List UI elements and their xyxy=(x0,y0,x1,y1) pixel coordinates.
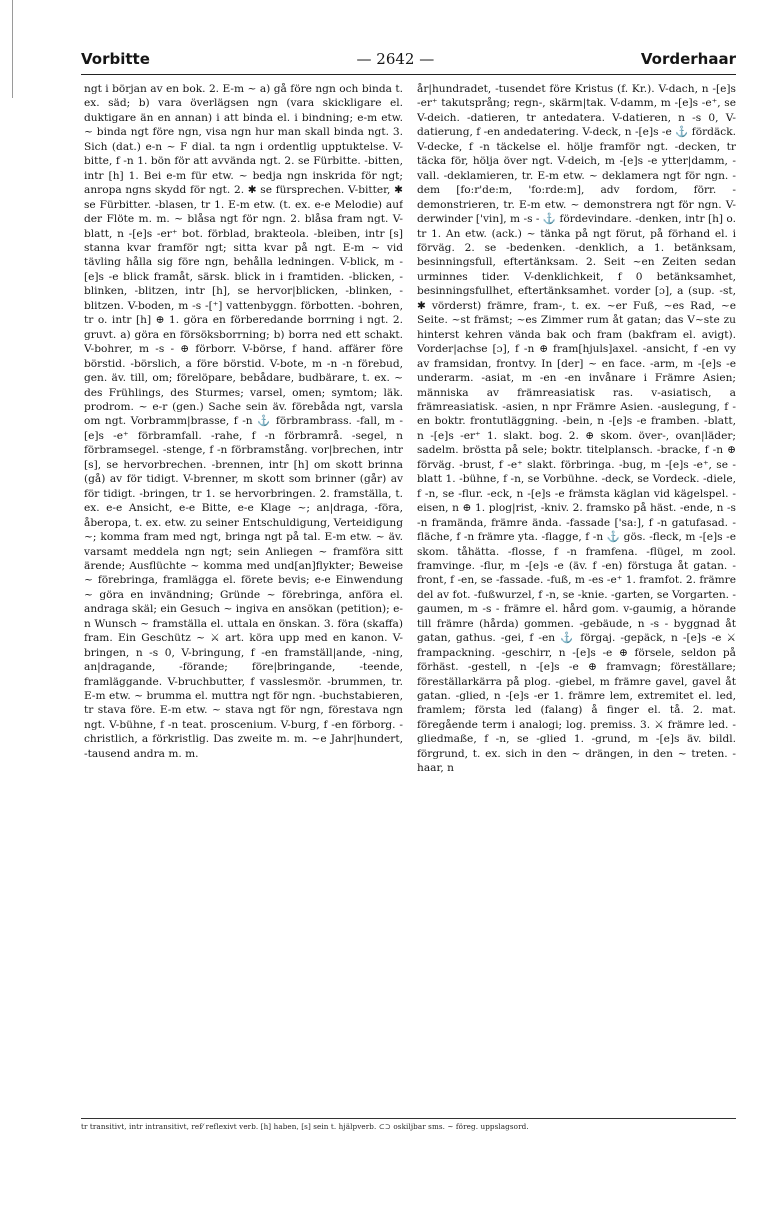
footer-rule xyxy=(81,1118,736,1119)
abbreviation-footnote: tr transitivt, intr intransitivt, ref⁄ reflexivt verb. [h] haben, [s] sein t. hjälpverb. ⊂⊃ oskiljbar sms. ~ föreg. uppslagsord. xyxy=(81,1122,529,1131)
right-column xyxy=(417,82,736,1110)
page-header xyxy=(81,46,736,72)
page-number: — 2642 — xyxy=(356,50,435,68)
right-column-text: år|hundradet, -tusendet före Kristus (f. Kr.). V-dach, n -[e]s -er⁺ takutsprång; regn-, skärm|tak. V-damm, m -[e]s -e⁺, se V-deich. -datieren, tr antedatera. V-datieren, n -s 0, V-datierung, f -en andedatering. V-deck, n -[e]s -e ⚓ fördäck. V-decke, f -n täckelse el. hölje framför ngt. -decken, tr täcka för, hölja över ngt. V-deich, m -[e]s -e ytter|damm, -vall. -deklamieren, tr. E-m etw. ~ deklamera ngt för ngn. -dem [fo:r'de:m, 'fo:rde:m], adv fordom, förr. -demonstrieren, tr. E-m etw. ~ demonstrera ngt för ngn. V-derwinder ['vin], m -s - ⚓ fördevindare. -denken, intr [h] o. tr 1. An etw. (ack.) ~ tänka på ngt förut, på förhand el. i förväg. 2. se -bedenken. -denklich, a 1. betänksam, besinningsfull, eftertänksam. 2. Seit ~en Zeiten sedan urminnes tider. V-denklichkeit, f 0 betänksamhet, besinningsfullhet, eftertänksamhet. vorder [ɔ], a (sup. -st, ✱ vörderst) främre, fram-, t. ex. ~er Fuß, ~es Rad, ~e Seite. ~st främst; ~es Zimmer rum åt gatan; das V~ste zu hinterst kehren vända bak och fram (bakfram el. avigt). Vorder|achse [ɔ], f -n ⊕ fram[hjuls]axel. -ansicht, f -en vy av framsidan, frontvy. In [der] ~ en face. -arm, m -[e]s -e underarm. -asiat, m -en -en invånare i Främre Asien; människa av främreasiatisk ras. v-asiatisch, a främreasiatisk. -asien, n npr Främre Asien. -auslegung, f -en boktr. frontutläggning. -bein, n -[e]s -e framben. -blatt, n -[e]s -er⁺ 1. slakt. bog. 2. ⊕ skom. över-, ovan|läder; sadelm. bröstta på sele; boktr. titelplansch. -bracke, f -n ⊕ förväg. -brust, f -e⁺ slakt. förbringa. -bug, m -[e]s -e⁺, se -blatt 1. -bühne, f -n, se Vorbühne. -deck, se Vordeck. -diele, f -n, se -flur. -eck, n -[e]s -e främsta käglan vid kägelspel. -eisen, n ⊕ 1. plog|rist, -kniv. 2. framsko på häst. -ende, n -s -n framända, främre ända. -fassade ['sa:], f -n gatufasad. -fläche, f -n främre yta. -flagge, f -n ⚓ gös. -fleck, m -[e]s -e skom. tåhätta. -flosse, f -n framfena. -flügel, m zool. framvinge. -flur, m -[e]s -e (äv. f -en) förstuga åt gatan. -front, f -en, se -fassade. -fuß, m -es -e⁺ 1. framfot. 2. främre del av fot. -fußwurzel, f -n, se -knie. -garten, se Vorgarten. -gaumen, m -s - främre el. hård gom. v-gaumig, a hörande till främre (hårda) gommen. -gebäude, n -s - byggnad åt gatan, gathus. -gei, f -en ⚓ förgaj. -gepäck, n -[e]s -e ⚔ frampackning. -geschirr, n -[e]s -e ⊕ försele, seldon på förhäst. -gestell, n -[e]s -e ⊕ framvagn; föreställare; föreställarkärra på plog. -giebel, m främre gavel, gavel åt gatan. -glied, n -[e]s -er 1. främre lem, extremitet el. led, framlem; första led (falang) å finger el. tå. 2. mat. föregående term i analogi; log. premiss. 3. ⚔ främre led. -gliedmaße, f -n, se -glied 1. -grund, m -[e]s äv. bildl. förgrund, t. ex. sich in den ~ drängen, in den ~ treten. -haar, n xyxy=(417,83,736,775)
header-left-guideword: Vorbitte xyxy=(81,50,150,68)
scan-edge-line xyxy=(12,0,13,98)
left-column-text: ngt i början av en bok. 2. E-m ~ a) gå före ngn och binda t. ex. säd; b) vara överlägsen ngn (vara skickligare el. duktigare än en annan) i att binda el. i bindning; e-m etw. ~ binda ngt före ngn, visa ngn hur man skall binda ngt. 3. Sich (dat.) e-n ~ F dial. ta ngn i ordentlig upptuktelse. V-bitte, f -n 1. bön för att avvända ngt. 2. se Fürbitte. -bitten, intr [h] 1. Bei e-m für etw. ~ bedja ngn inskrida för ngt; anropa ngns skydd för ngt. 2. ✱ se fürsprechen. V-bitter, ✱ se Fürbitter. -blasen, tr 1. E-m etw. (t. ex. e-e Melodie) auf der Flöte m. m. ~ blåsa ngt för ngn. 2. blåsa fram ngt. V-blatt, n -[e]s -er⁺ bot. förblad, brakteola. -bleiben, intr [s] stanna kvar framför ngt; sitta kvar på ngt. E-m ~ vid tävling hålla sig före ngn, behålla ledningen. V-blick, m -[e]s -e blick framåt, särsk. blick in i framtiden. -blicken, -blinken, -blitzen, intr [h], se hervor|blicken, -blinken, -blitzen. V-boden, m -s -[⁺] vattenbyggn. förbotten. -bohren, tr o. intr [h] ⊕ 1. göra en förberedande borrning i ngt. 2. gruvt. a) göra en försöksborrning; b) borra ned ett schakt. V-bohrer, m -s - ⊕ förborr. V-börse, f hand. affärer före börstid. -börslich, a före börstid. V-bote, m -n -n förebud, gen. äv. till, om; förelöpare, bebådare, budbärare, t. ex. ~ des Frühlings, des Sturmes; varsel, omen; symtom; läk. prodrom. ~ e-r (gen.) Sache sein äv. förebåda ngt, varsla om ngt. Vorbramm|brasse, f -n ⚓ förbrambrass. -fall, m -[e]s -e⁺ förbramfall. -rahe, f -n förbramrå. -segel, n förbramsegel. -stenge, f -n förbramstång. vor|brechen, intr [s], se hervorbrechen. -brennen, intr [h] om skott brinna (gå) av för tidigt. V-brenner, m skott som brinner (går) av för tidigt. -bringen, tr 1. se hervorbringen. 2. framställa, t. ex. e-e Ansicht, e-e Bitte, e-e Klage ~; an|draga, -föra, åberopa, t. ex. etw. zu seiner Entschuldigung, Verteidigung ~; komma fram med ngt, bringa ngt på tal. E-m etw. ~ äv. varsamt meddela ngn ngt; sein Anliegen ~ framföra sitt ärende; Ausflüchte ~ komma med und[an]flykter; Beweise ~ förebringa, framlägga el. förete bevis; e-e Einwendung ~ göra en invändning; Gründe ~ förebringa, anföra el. andraga skäl; ein Gesuch ~ ingiva en ansökan (petition); e-n Wunsch ~ framställa el. uttala en önskan. 3. föra (skaffa) fram. Ein Geschütz ~ ⚔ art. köra upp med en kanon. V-bringen, n -s 0, V-bringung, f -en framställ|ande, -ning, an|dragande, -förande; före|bringande, -teende, framläggande. V-bruchbutter, f vasslesmör. -brummen, tr. E-m etw. ~ brumma el. muttra ngt för ngn. -buchstabieren, tr stava före. E-m etw. ~ stava ngt för ngn, förestava ngn ngt. V-bühne, f -n teat. proscenium. V-burg, f -en förborg. -christlich, a förkristlig. Das zweite m. m. ~e Jahr|hundert, -tausend andra m. m. xyxy=(84,83,403,760)
left-column xyxy=(84,82,403,1110)
header-right-guideword: Vorderhaar xyxy=(640,50,736,68)
header-rule xyxy=(81,74,736,75)
entry-columns xyxy=(84,82,736,1110)
